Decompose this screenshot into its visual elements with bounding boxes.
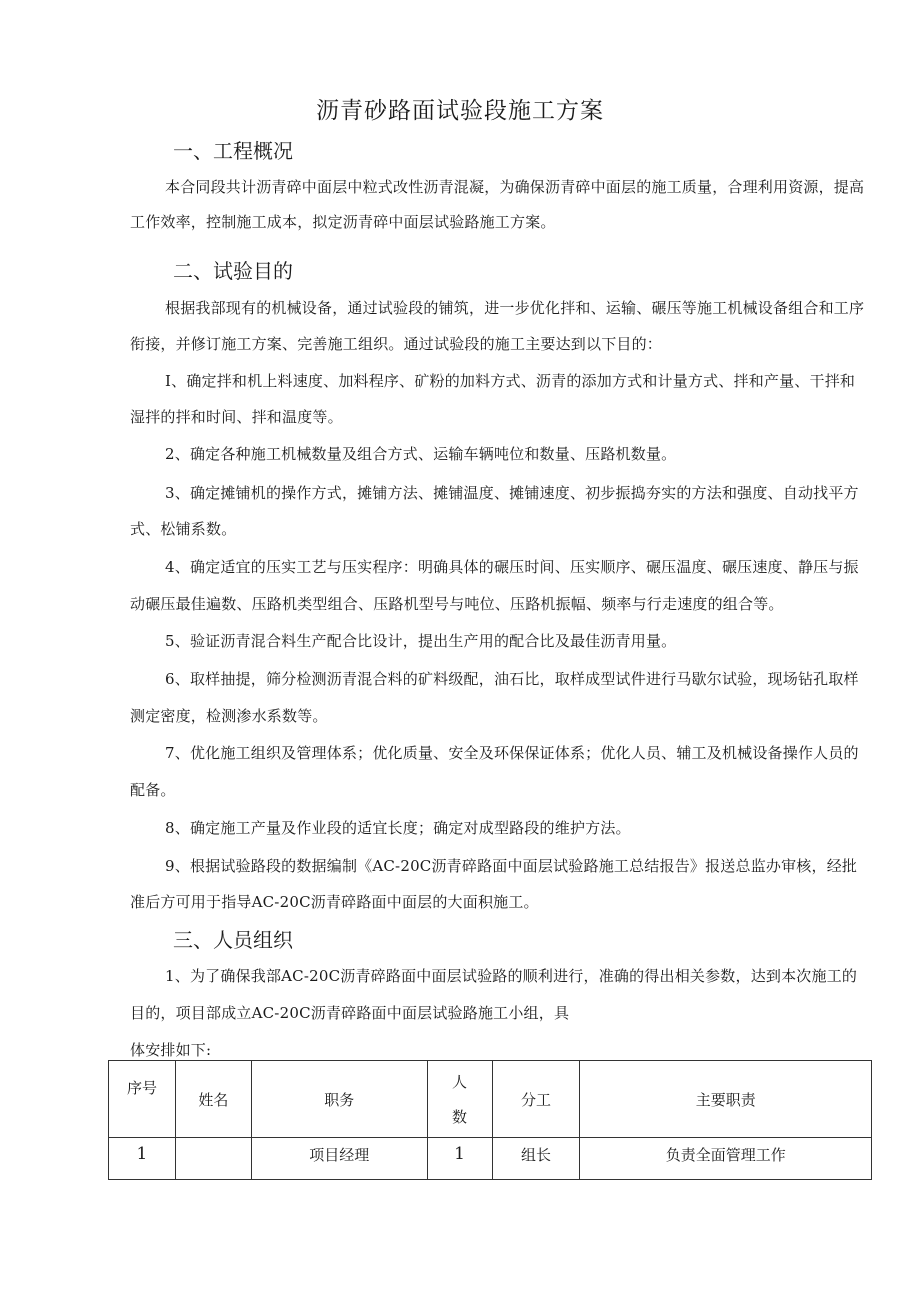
- page-title: 沥青砂路面试验段施工方案: [316, 98, 604, 124]
- header-position: 职务: [251, 1061, 427, 1138]
- paragraph-line: 本合同段共计沥青碎中面层中粒式改性沥青混凝，为确保沥青碎中面层的施工质量，合理利用资源，提高: [165, 178, 865, 196]
- list-item-3-cont: 式、松铺系数。: [130, 520, 237, 538]
- table-header-row: [109, 1061, 872, 1138]
- staff-table: [108, 1060, 872, 1180]
- paragraph-line: 衔接，并修订施工方案、完善施工组织。通过试验段的施工主要达到以下目的：: [130, 335, 663, 353]
- cell-role: 组长: [492, 1138, 580, 1180]
- list-item-4-cont: 动碾压最佳遍数、压路机类型组合、压路机型号与吨位、压路机振幅、频率与行走速度的组合等。: [130, 595, 784, 613]
- section-heading-overview: 一、工程概况: [173, 139, 293, 163]
- list-item-6: 6、取样抽提，筛分检测沥青混合料的矿料级配，油石比，取样成型试件进行马歇尔试验，现场钻孔取样: [165, 670, 859, 688]
- list-item-7: 7、优化施工组织及管理体系；优化质量、安全及环保保证体系；优化人员、辅工及机械设备操作人员的: [165, 744, 859, 762]
- header-count-a: 人: [452, 1073, 468, 1091]
- list-item-1: I、确定拌和机上料速度、加料程序、矿粉的加料方式、沥青的添加方式和计量方式、拌和产量、干拌和: [165, 372, 856, 390]
- header-count: [427, 1061, 492, 1138]
- list-item-7-cont: 配备。: [130, 781, 176, 799]
- list-item-8: 8、确定施工产量及作业段的适宜长度；确定对成型路段的维护方法。: [165, 819, 631, 837]
- cell-count: 1: [427, 1138, 492, 1180]
- header-no: 序号: [109, 1061, 176, 1138]
- paragraph-line: 目的，项目部成立AC-20C沥青碎路面中面层试验路施工小组，具: [130, 1004, 570, 1022]
- header-name: 姓名: [175, 1061, 251, 1138]
- list-item-4: 4、确定适宜的压实工艺与压实程序：明确具体的碾压时间、压实顺序、碾压温度、碾压速度、静压与振: [165, 558, 859, 576]
- paragraph-line: 工作效率，控制施工成本，拟定沥青碎中面层试验路施工方案。: [130, 213, 556, 231]
- cell-name: [175, 1138, 251, 1180]
- cell-duty: 负责全面管理工作: [580, 1138, 872, 1180]
- header-role: 分工: [492, 1061, 580, 1138]
- list-item-9: 9、根据试验路段的数据编制《AC-20C沥青碎路面中面层试验路施工总结报告》报送总监办审核，经批: [165, 857, 858, 875]
- list-item-5: 5、验证沥青混合料生产配合比设计，提出生产用的配合比及最佳沥青用量。: [165, 632, 677, 650]
- list-item-2: 2、确定各种施工机械数量及组合方式、运输车辆吨位和数量、压路机数量。: [165, 445, 677, 463]
- section-heading-staffing: 三、人员组织: [173, 928, 293, 952]
- paragraph-line: 1、为了确保我部AC-20C沥青碎路面中面层试验路的顺利进行，准确的得出相关参数，达到本次施工的: [165, 967, 858, 985]
- cell-no: 1: [109, 1138, 176, 1180]
- table-row: [109, 1138, 872, 1180]
- list-item-6-cont: 测定密度，检测渗水系数等。: [130, 707, 328, 725]
- section-heading-purpose: 二、试验目的: [173, 259, 293, 283]
- cell-position: 项目经理: [251, 1138, 427, 1180]
- list-item-3: 3、确定摊铺机的操作方式，摊铺方法、摊铺温度、摊铺速度、初步振捣夯实的方法和强度、自动找平方: [165, 484, 859, 502]
- header-count-b: 数: [452, 1108, 468, 1126]
- list-item-9-cont: 准后方可用于指导AC-20C沥青碎路面中面层的大面积施工。: [130, 893, 539, 911]
- paragraph-line: 根据我部现有的机械设备，通过试验段的铺筑，进一步优化拌和、运输、碾压等施工机械设备组合和工序: [165, 299, 865, 317]
- paragraph-line: 体安排如下:: [130, 1041, 212, 1059]
- header-duty: 主要职责: [580, 1061, 872, 1138]
- list-item-1-cont: 湿拌的拌和时间、拌和温度等。: [130, 408, 343, 426]
